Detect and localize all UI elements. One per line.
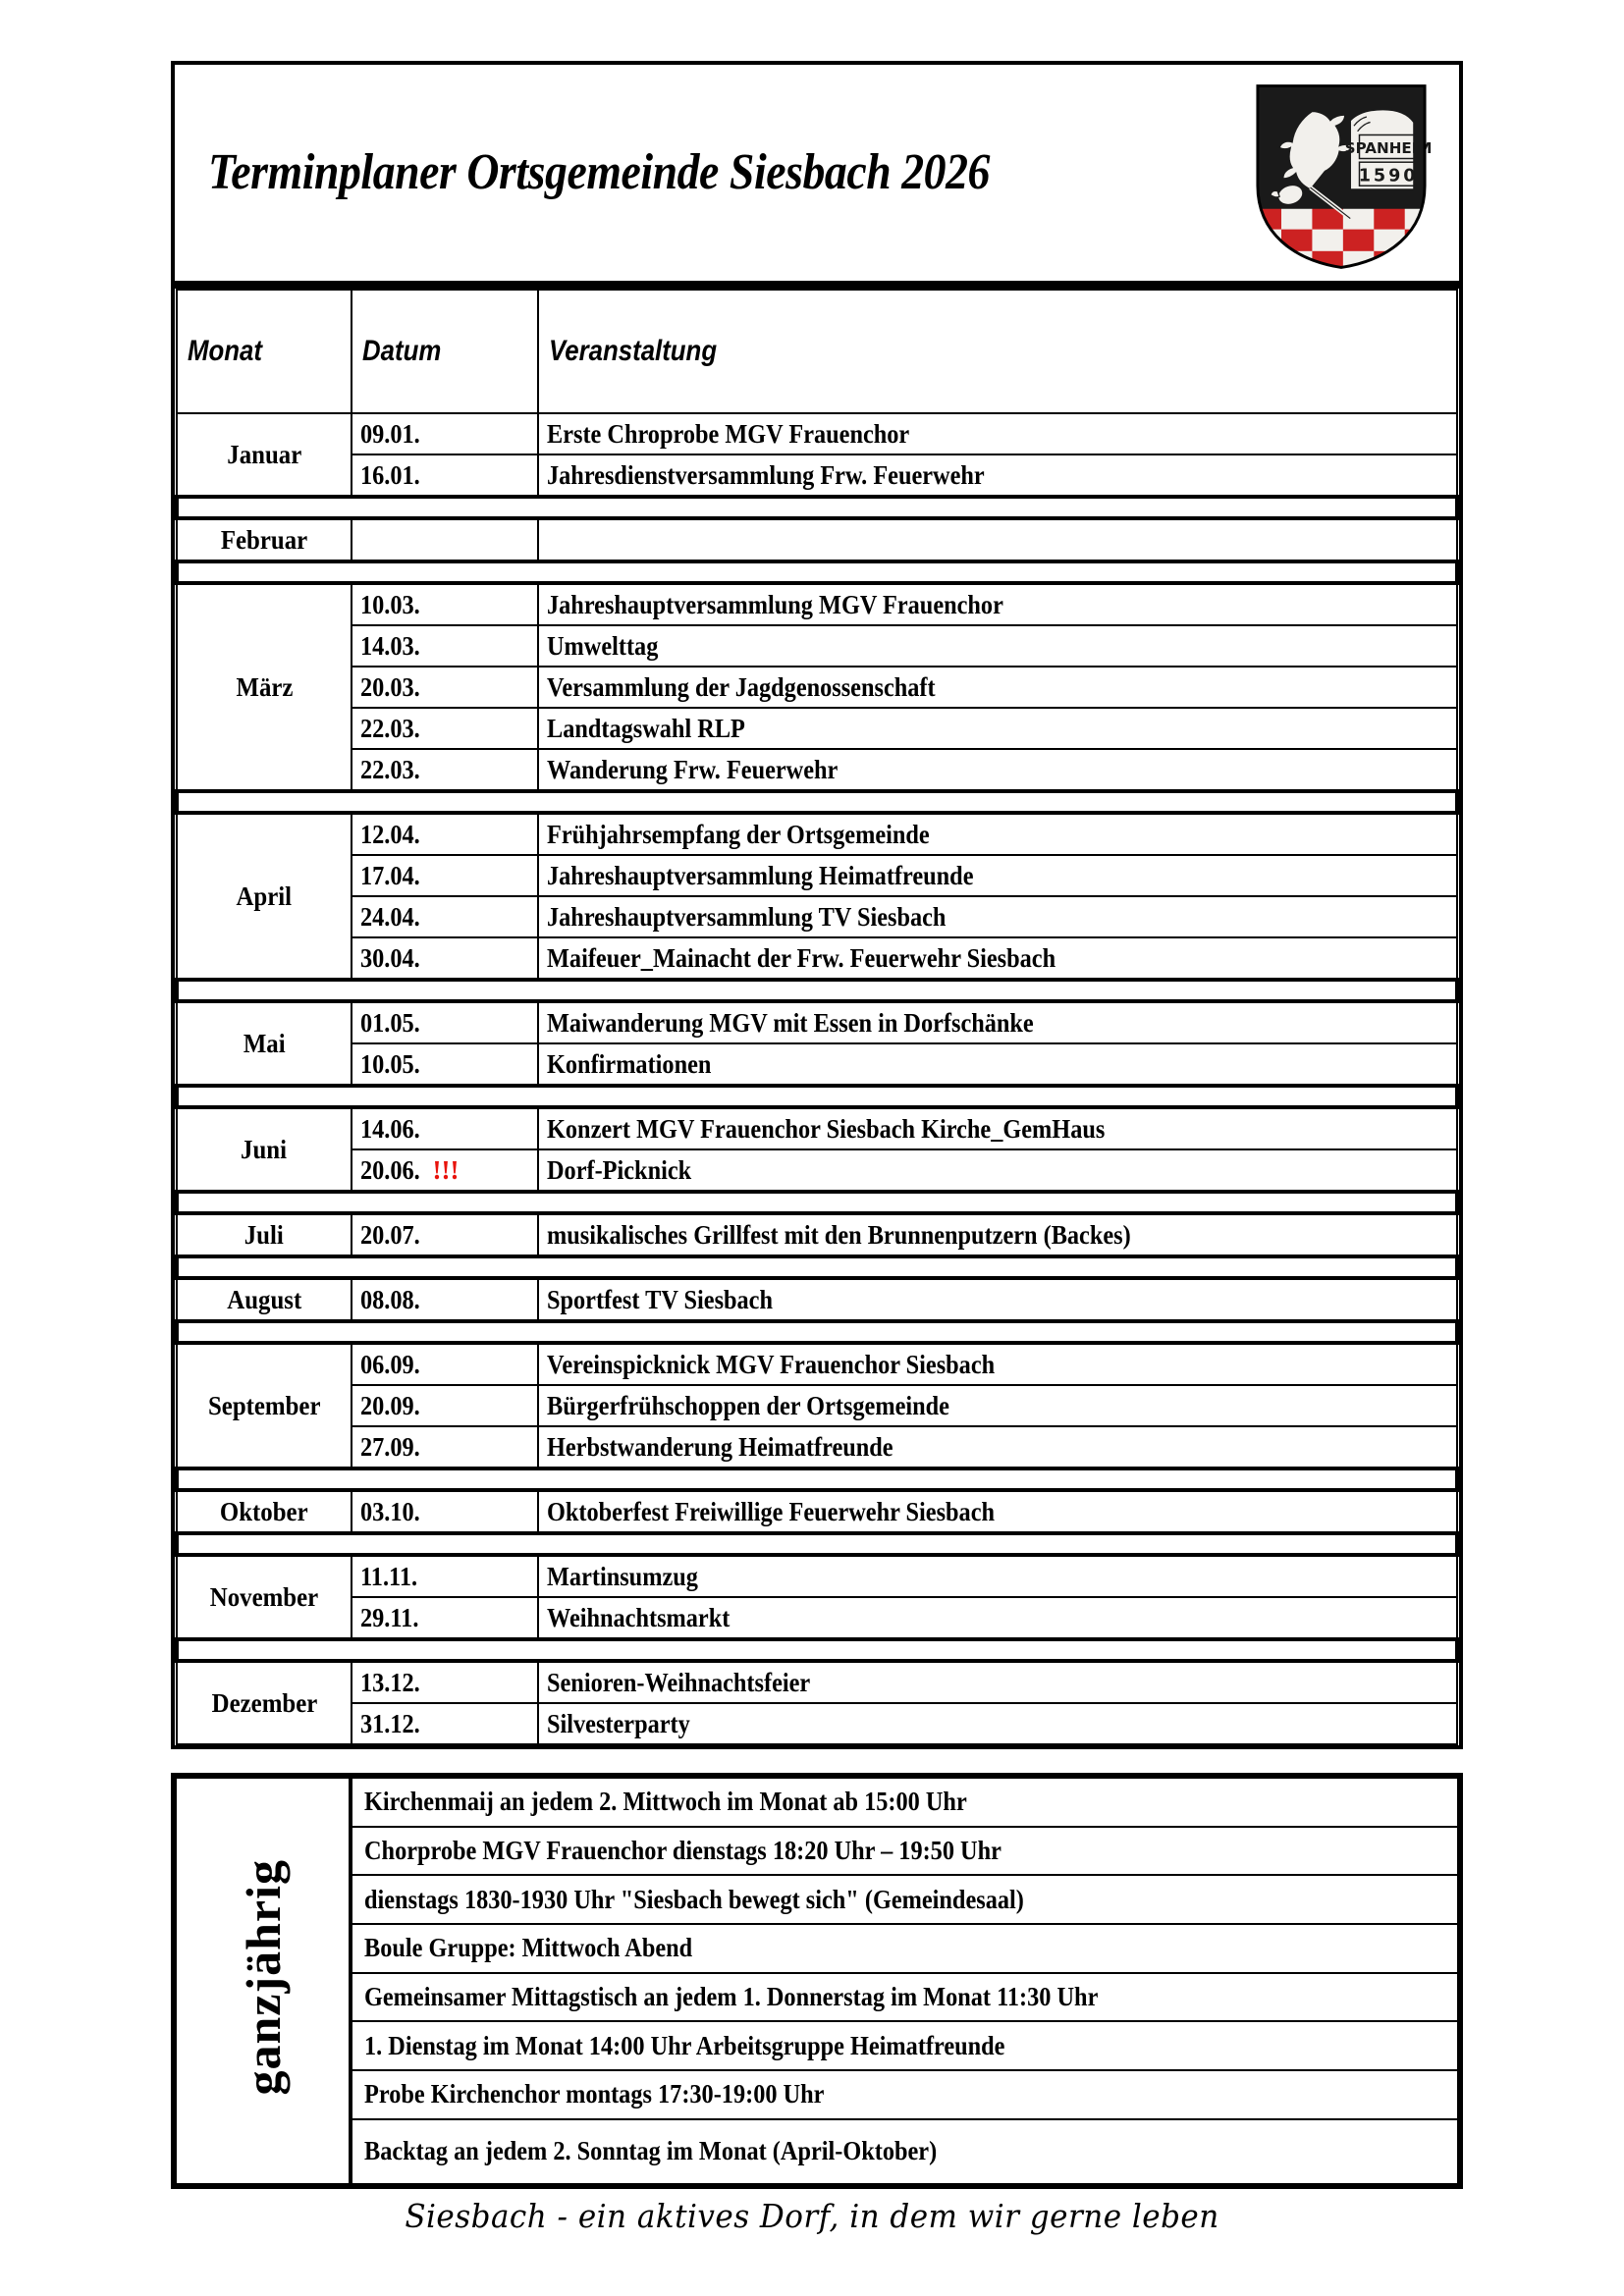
- month-cell-märz: März: [177, 583, 352, 791]
- event-cell: Konfirmationen: [538, 1043, 1457, 1086]
- event-cell: Frühjahrsempfang der Ortsgemeinde: [538, 813, 1457, 855]
- month-separator-bar: [177, 1192, 1457, 1213]
- event-cell: Senioren-Weihnachtsfeier: [538, 1661, 1457, 1703]
- date-cell: 30.04.: [352, 937, 538, 980]
- table-row: [177, 1703, 1457, 1744]
- month-cell-november: November: [177, 1555, 352, 1639]
- date-cell: 03.10.: [352, 1490, 538, 1533]
- table-row: [177, 583, 1457, 625]
- month-separator: [177, 1639, 1457, 1661]
- month-cell-juni: Juni: [177, 1107, 352, 1192]
- month-separator: [177, 1321, 1457, 1343]
- month-separator-bar: [177, 1086, 1457, 1107]
- date-cell: 29.11.: [352, 1597, 538, 1639]
- date-cell: 24.04.: [352, 896, 538, 937]
- month-separator: [177, 1192, 1457, 1213]
- table-row: [177, 1426, 1457, 1468]
- date-cell: 17.04.: [352, 855, 538, 896]
- date-cell: 27.09.: [352, 1426, 538, 1468]
- table-header-row: [177, 290, 1457, 413]
- month-cell-september: September: [177, 1343, 352, 1468]
- column-header-date: Datum: [352, 290, 538, 413]
- yearround-entry: Backtag an jedem 2. Sonntag im Monat (April-Oktober): [351, 2119, 1458, 2184]
- stone-year: 1590: [1358, 166, 1419, 187]
- month-separator-bar: [177, 1256, 1457, 1278]
- yearround-row: [176, 1973, 1458, 2022]
- yearround-entry: Probe Kirchenchor montags 17:30-19:00 Uhr: [351, 2070, 1458, 2119]
- month-separator: [177, 1533, 1457, 1555]
- siesbach-coat-of-arms-icon: [1249, 80, 1434, 273]
- month-separator-bar: [177, 1533, 1457, 1555]
- month-separator-bar: [177, 980, 1457, 1001]
- date-cell: 20.03.: [352, 667, 538, 708]
- table-row: [177, 1385, 1457, 1426]
- table-row: [177, 896, 1457, 937]
- event-cell: Jahreshauptversammlung MGV Frauenchor: [538, 583, 1457, 625]
- table-row: [177, 413, 1457, 454]
- column-header-event: Veranstaltung: [538, 290, 1457, 413]
- yearround-entry: Boule Gruppe: Mittwoch Abend: [351, 1924, 1458, 1973]
- yearround-row: [176, 2119, 1458, 2184]
- month-separator-bar: [177, 1639, 1457, 1661]
- date-cell: 09.01.: [352, 413, 538, 454]
- page-title: Terminplaner Ortsgemeinde Siesbach 2026: [208, 144, 990, 200]
- month-separator: [177, 1256, 1457, 1278]
- event-cell: Vereinspicknick MGV Frauenchor Siesbach: [538, 1343, 1457, 1385]
- table-row: [177, 1597, 1457, 1639]
- table-row: [177, 1213, 1457, 1256]
- table-row: [177, 1661, 1457, 1703]
- event-cell: Herbstwanderung Heimatfreunde: [538, 1426, 1457, 1468]
- table-row: [177, 667, 1457, 708]
- event-cell: Konzert MGV Frauenchor Siesbach Kirche_GemHaus: [538, 1107, 1457, 1149]
- event-cell: Versammlung der Jagdgenossenschaft: [538, 667, 1457, 708]
- date-cell: 14.06.: [352, 1107, 538, 1149]
- yearround-row: [176, 2070, 1458, 2119]
- yearround-label-cell: [176, 1778, 351, 2184]
- date-cell: 08.08.: [352, 1278, 538, 1321]
- table-row: [177, 813, 1457, 855]
- table-row: [177, 518, 1457, 561]
- calendar-table-frame: [171, 285, 1463, 1749]
- table-row: [177, 1043, 1457, 1086]
- date-cell: 16.01.: [352, 454, 538, 497]
- event-cell: Weihnachtsmarkt: [538, 1597, 1457, 1639]
- table-row: [177, 1278, 1457, 1321]
- table-row: [177, 749, 1457, 791]
- event-cell: Sportfest TV Siesbach: [538, 1278, 1457, 1321]
- month-separator: [177, 980, 1457, 1001]
- header-block: [171, 61, 1463, 285]
- date-cell: 20.09.: [352, 1385, 538, 1426]
- event-cell: Jahreshauptversammlung TV Siesbach: [538, 896, 1457, 937]
- month-cell-januar: Januar: [177, 413, 352, 497]
- event-cell: Jahresdienstversammlung Frw. Feuerwehr: [538, 454, 1457, 497]
- month-separator-bar: [177, 1321, 1457, 1343]
- footer-tagline: Siesbach - ein aktives Dorf, in dem wir gerne leben: [405, 2197, 1219, 2235]
- month-cell-juli: Juli: [177, 1213, 352, 1256]
- event-cell: Erste Chroprobe MGV Frauenchor: [538, 413, 1457, 454]
- month-cell-august: August: [177, 1278, 352, 1321]
- date-cell: 01.05.: [352, 1001, 538, 1043]
- table-row: [177, 454, 1457, 497]
- table-row: [177, 625, 1457, 667]
- date-cell: 11.11.: [352, 1555, 538, 1597]
- yearround-label: ganzjährig: [235, 1859, 291, 2096]
- date-cell: 20.07.: [352, 1213, 538, 1256]
- event-cell: Jahreshauptversammlung Heimatfreunde: [538, 855, 1457, 896]
- month-separator: [177, 1468, 1457, 1490]
- month-separator-bar: [177, 1468, 1457, 1490]
- month-separator-bar: [177, 561, 1457, 583]
- urgent-marker: !!!: [432, 1154, 460, 1185]
- event-cell: musikalisches Grillfest mit den Brunnenputzern (Backes): [538, 1213, 1457, 1256]
- event-cell: Umwelttag: [538, 625, 1457, 667]
- date-cell: 20.06. !!!: [352, 1149, 538, 1192]
- table-row: [177, 1490, 1457, 1533]
- event-cell: Silvesterparty: [538, 1703, 1457, 1744]
- date-cell: 31.12.: [352, 1703, 538, 1744]
- date-cell: 10.03.: [352, 583, 538, 625]
- event-cell: Dorf-Picknick: [538, 1149, 1457, 1192]
- yearround-row: [176, 1875, 1458, 1924]
- month-separator: [177, 791, 1457, 813]
- stone-label: SPANHEIM: [1344, 138, 1433, 157]
- table-row: [177, 1001, 1457, 1043]
- event-cell: Martinsumzug: [538, 1555, 1457, 1597]
- yearround-row: [176, 1827, 1458, 1876]
- table-row: [177, 1149, 1457, 1192]
- month-separator-bar: [177, 497, 1457, 518]
- date-cell: 22.03.: [352, 749, 538, 791]
- date-cell: [352, 518, 538, 561]
- table-row: [177, 855, 1457, 896]
- month-cell-dezember: Dezember: [177, 1661, 352, 1744]
- table-row: [177, 937, 1457, 980]
- date-cell: 10.05.: [352, 1043, 538, 1086]
- month-separator-bar: [177, 791, 1457, 813]
- table-row: [177, 1343, 1457, 1385]
- yearround-row: [176, 1778, 1458, 1827]
- event-cell: Maiwanderung MGV mit Essen in Dorfschänke: [538, 1001, 1457, 1043]
- date-cell: 06.09.: [352, 1343, 538, 1385]
- month-cell-februar: Februar: [177, 518, 352, 561]
- yearround-row: [176, 1924, 1458, 1973]
- calendar-table: [175, 289, 1459, 1745]
- table-row: [177, 708, 1457, 749]
- yearround-entry: 1. Dienstag im Monat 14:00 Uhr Arbeitsgruppe Heimatfreunde: [351, 2021, 1458, 2070]
- month-cell-oktober: Oktober: [177, 1490, 352, 1533]
- month-separator: [177, 497, 1457, 518]
- yearround-entry: dienstags 1830-1930 Uhr "Siesbach bewegt sich" (Gemeindesaal): [351, 1875, 1458, 1924]
- month-cell-mai: Mai: [177, 1001, 352, 1086]
- event-cell: Oktoberfest Freiwillige Feuerwehr Siesbach: [538, 1490, 1457, 1533]
- table-row: [177, 1107, 1457, 1149]
- month-separator: [177, 561, 1457, 583]
- yearround-row: [176, 2021, 1458, 2070]
- yearround-entry: Chorprobe MGV Frauenchor dienstags 18:20 Uhr – 19:50 Uhr: [351, 1827, 1458, 1876]
- yearround-entry: Gemeinsamer Mittagstisch an jedem 1. Donnerstag im Monat 11:30 Uhr: [351, 1973, 1458, 2022]
- table-row: [177, 1555, 1457, 1597]
- column-header-month: Monat: [177, 290, 352, 413]
- event-cell: Wanderung Frw. Feuerwehr: [538, 749, 1457, 791]
- event-cell: Landtagswahl RLP: [538, 708, 1457, 749]
- date-cell: 12.04.: [352, 813, 538, 855]
- month-cell-april: April: [177, 813, 352, 980]
- event-cell: Maifeuer_Mainacht der Frw. Feuerwehr Siesbach: [538, 937, 1457, 980]
- yearround-frame: [171, 1773, 1463, 2189]
- event-cell: [538, 518, 1457, 561]
- date-cell: 13.12.: [352, 1661, 538, 1703]
- yearround-table: [175, 1777, 1459, 2185]
- date-cell: 14.03.: [352, 625, 538, 667]
- month-separator: [177, 1086, 1457, 1107]
- event-cell: Bürgerfrühschoppen der Ortsgemeinde: [538, 1385, 1457, 1426]
- yearround-entry: Kirchenmaij an jedem 2. Mittwoch im Monat ab 15:00 Uhr: [351, 1778, 1458, 1827]
- date-cell: 22.03.: [352, 708, 538, 749]
